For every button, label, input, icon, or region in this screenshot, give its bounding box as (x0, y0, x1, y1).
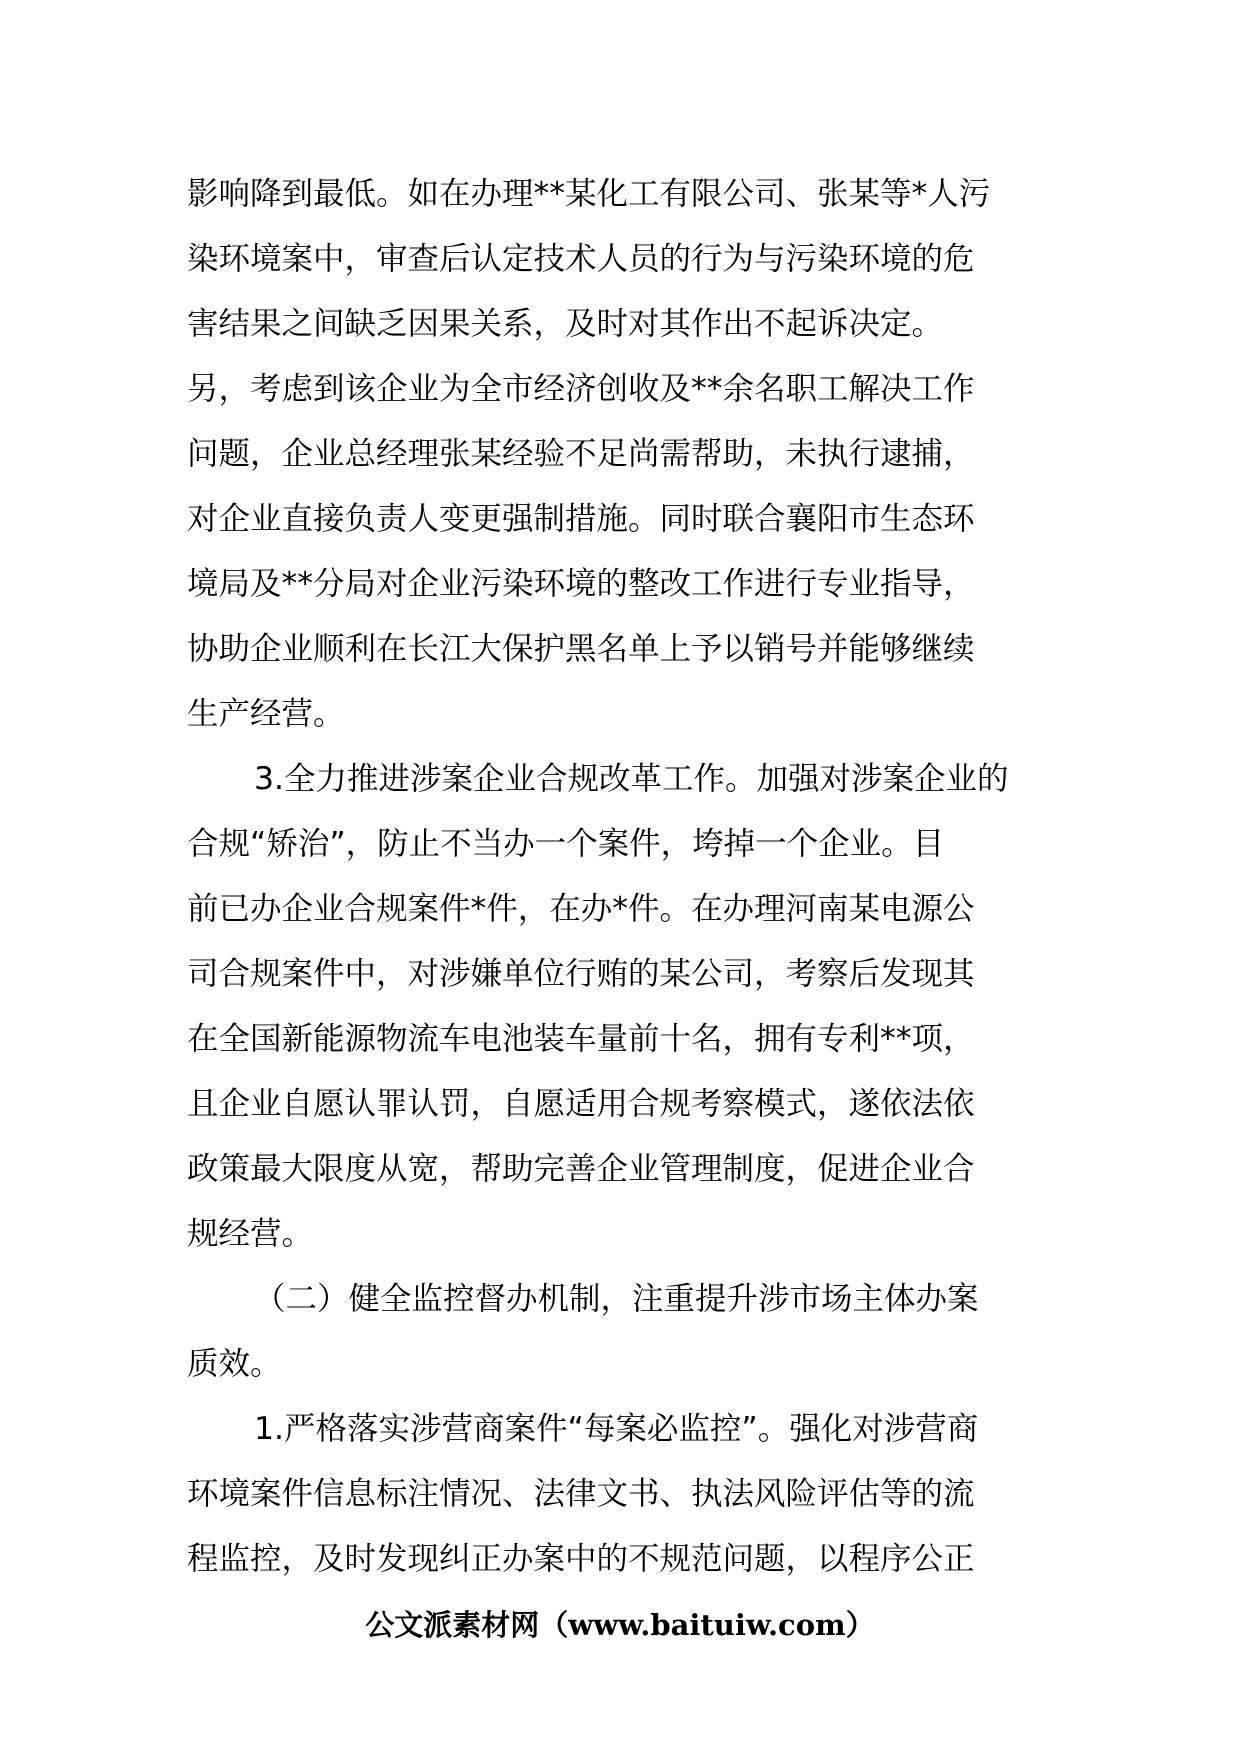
text-line-14: 在全国新能源物流车电池装车量前十名，拥有专利**项， (187, 1021, 975, 1057)
text-line-3: 害结果之间缺乏因果关系，及时对其作出不起诉决定。 (187, 306, 944, 342)
footer-watermark: 公文派素材网（www.baituiw.com） (365, 1608, 875, 1642)
text-line-6: 对企业直接负责人变更强制措施。同时联合襄阳市生态环 (187, 501, 975, 537)
section-heading-3: 3.全力推进涉案企业合规改革工作。加强对涉案企业的 (254, 761, 1009, 797)
text-line-7: 境局及**分局对企业污染环境的整改工作进行专业指导， (187, 566, 975, 602)
text-line-8: 协助企业顺利在长江大保护黑名单上予以销号并能够继续 (187, 631, 975, 667)
text-line-9: 生产经营。 (187, 696, 345, 732)
text-line-21: 环境案件信息标注情况、法律文书、执法风险评估等的流 (187, 1476, 975, 1512)
text-line-12: 前已办企业合规案件*件，在办*件。在办理河南某电源公 (187, 891, 975, 927)
document-body (187, 162, 1057, 1592)
text-line-4: 另，考虑到该企业为全市经济创收及**余名职工解决工作 (187, 371, 975, 407)
subsection-heading-1: 1.严格落实涉营商案件“每案必监控”。强化对涉营商 (254, 1411, 979, 1447)
text-line-22: 程监控，及时发现纠正办案中的不规范问题，以程序公正 (187, 1541, 975, 1577)
text-line-13: 司合规案件中，对涉嫌单位行贿的某公司，考察后发现其 (187, 956, 975, 992)
text-line-17: 规经营。 (187, 1216, 314, 1252)
text-line-15: 且企业自愿认罪认罚，自愿适用合规考察模式，遂依法依 (187, 1086, 975, 1122)
text-line-5: 问题，企业总经理张某经验不足尚需帮助，未执行逮捕， (187, 436, 975, 472)
section-heading-2: （二）健全监控督办机制，注重提升涉市场主体办案 (254, 1281, 979, 1317)
text-line-16: 政策最大限度从宽，帮助完善企业管理制度，促进企业合 (187, 1151, 975, 1187)
text-line-19: 质效。 (187, 1346, 282, 1382)
text-line-2: 染环境案中，审查后认定技术人员的行为与污染环境的危 (187, 241, 975, 277)
text-line-1: 影响降到最低。如在办理**某化工有限公司、张某等*人污 (187, 176, 991, 212)
text-line-11: 合规“矫治”，防止不当办一个案件，垮掉一个企业。目 (187, 826, 945, 862)
